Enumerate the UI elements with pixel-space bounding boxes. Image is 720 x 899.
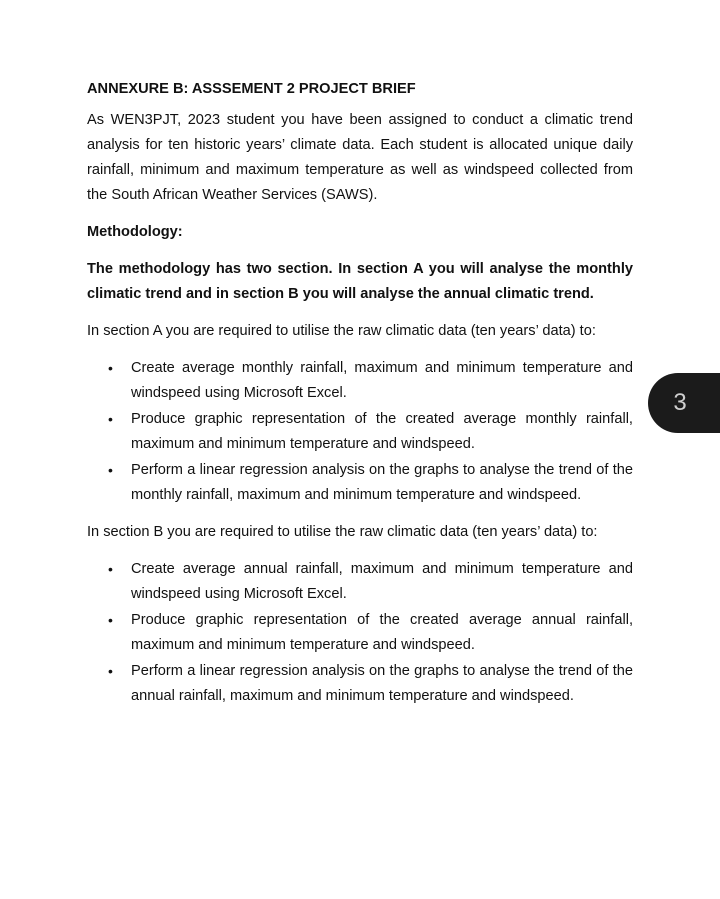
list-item-text: Create average monthly rainfall, maximum and minimum temperature and windspeed using Microsoft Excel. (131, 360, 633, 401)
list-item (87, 608, 633, 658)
list-item (87, 458, 633, 508)
page-number: 3 (673, 389, 687, 416)
document-page (87, 78, 633, 721)
bullet-icon: • (108, 462, 113, 478)
list-item-text: Create average annual rainfall, maximum and minimum temperature and windspeed using Microsoft Excel. (131, 561, 633, 602)
section-b-list (87, 557, 633, 709)
methodology-heading: Methodology: (87, 224, 183, 240)
methodology-summary: The methodology has two section. In section A you will analyse the monthly climatic trend and in section B you will analyse the annual climatic trend. (87, 261, 633, 302)
list-item-text: Produce graphic representation of the created average monthly rainfall, maximum and minimum temperature and windspeed. (131, 411, 633, 452)
list-item (87, 407, 633, 457)
list-item-text: Produce graphic representation of the created average annual rainfall, maximum and minimum temperature and windspeed. (131, 612, 633, 653)
intro-paragraph: As WEN3PJT, 2023 student you have been assigned to conduct a climatic trend analysis for ten historic years’ climate data. Each student is allocated unique daily rainfall, minimum and maximum temperature as well as windspeed collected from the South African Weather Services (SAWS). (87, 112, 633, 203)
section-b-intro: In section B you are required to utilise the raw climatic data (ten years’ data) to: (87, 524, 598, 540)
page-title: ANNEXURE B: ASSSEMENT 2 PROJECT BRIEF (87, 81, 416, 97)
section-a-intro: In section A you are required to utilise the raw climatic data (ten years’ data) to: (87, 323, 596, 339)
bullet-icon: • (108, 663, 113, 679)
bullet-icon: • (108, 561, 113, 577)
list-item (87, 659, 633, 709)
bullet-icon: • (108, 612, 113, 628)
list-item (87, 557, 633, 607)
bullet-icon: • (108, 360, 113, 376)
list-item-text: Perform a linear regression analysis on the graphs to analyse the trend of the annual rainfall, maximum and minimum temperature and windspeed. (131, 663, 633, 704)
page-number-tab[interactable] (648, 373, 720, 433)
section-a-list (87, 356, 633, 508)
bullet-icon: • (108, 411, 113, 427)
list-item-text: Perform a linear regression analysis on the graphs to analyse the trend of the monthly rainfall, maximum and minimum temperature and windspeed. (131, 462, 633, 503)
list-item (87, 356, 633, 406)
